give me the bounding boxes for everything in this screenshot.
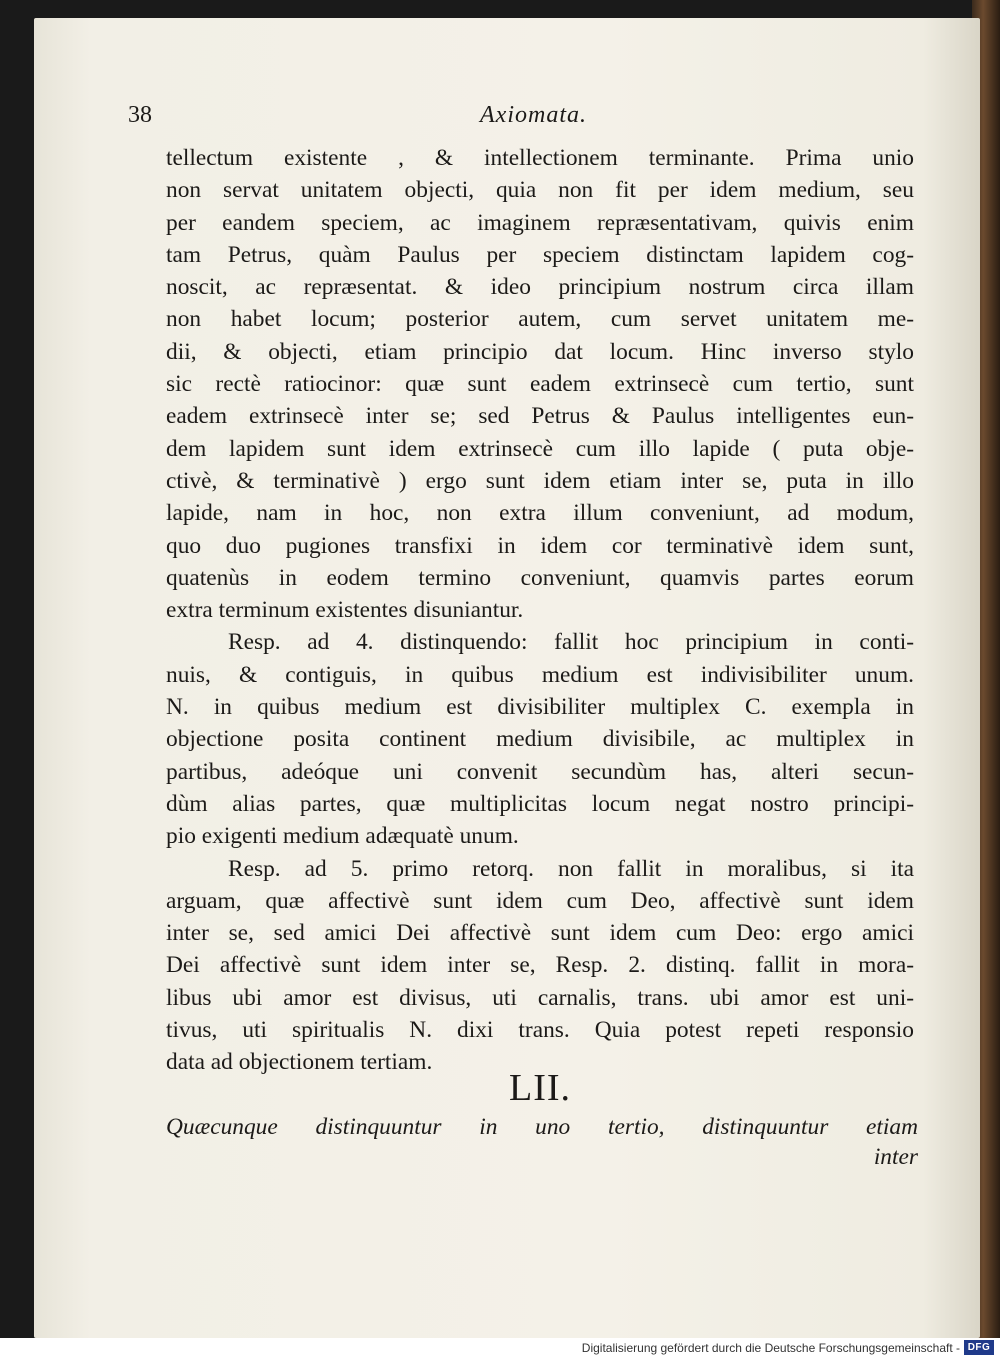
text-line: dii, & objecti, etiam principio dat locum. Hinc inverso stylo <box>166 338 914 365</box>
funding-credit: Digitalisierung gefördert durch die Deutsche Forschungsgemeinschaft - <box>581 1341 960 1355</box>
text-line: dùm alias partes, quæ multiplicitas locum negat nostro principi- <box>166 790 914 817</box>
text-line: Dei affectivè sunt idem inter se, Resp. 2. distinq. fallit in mora- <box>166 952 914 979</box>
running-title: Axiomata. <box>480 102 587 128</box>
page-number: 38 <box>128 102 152 128</box>
text-line: nuis, & contiguis, in quibus medium est indivisibiliter unum. <box>166 661 914 688</box>
text-line: eadem extrinsecè inter se; sed Petrus & Paulus intelligentes eun- <box>166 403 914 430</box>
text-line: lapide, nam in hoc, non extra illum conveniunt, ad modum, <box>166 500 914 527</box>
text-line: arguam, quæ affectivè sunt idem cum Deo, affectivè sunt idem <box>166 887 914 914</box>
text-line: tivus, uti spiritualis N. dixi trans. Quia potest repeti responsio <box>166 1017 914 1044</box>
text-line: tam Petrus, quàm Paulus per speciem distinctam lapidem cog- <box>166 241 914 268</box>
text-line: libus ubi amor est divisus, uti carnalis, trans. ubi amor est uni- <box>166 984 914 1011</box>
digitization-footer <box>0 1338 1000 1359</box>
page-header <box>128 96 608 130</box>
text-line: per eandem speciem, ac imaginem repræsentativam, quivis enim <box>166 209 914 236</box>
dfg-logo-icon: DFG <box>964 1340 994 1355</box>
text-line: inter se, sed amici Dei affectivè sunt idem cum Deo: ergo amici <box>166 920 914 947</box>
text-line: Resp. ad 5. primo retorq. non fallit in moralibus, si ita <box>228 855 914 882</box>
text-line: Resp. ad 4. distinquendo: fallit hoc principium in conti- <box>228 629 914 656</box>
text-line: partibus, adeóque uni convenit secundùm has, alteri secun- <box>166 758 914 785</box>
text-line: objectione posita continent medium divisibile, ac multiplex in <box>166 726 914 753</box>
text-line: N. in quibus medium est divisibiliter multiplex C. exempla in <box>166 694 914 721</box>
text-line: non servat unitatem objecti, quia non fit per idem medium, seu <box>166 177 914 204</box>
text-line: extra terminum existentes disuniantur. <box>166 597 524 624</box>
text-line: ctivè, & terminativè ) ergo sunt idem etiam inter se, puta in illo <box>166 467 914 494</box>
section-heading: LII. <box>508 1067 572 1109</box>
text-line: non habet locum; posterior autem, cum servet unitatem me- <box>166 306 914 333</box>
text-line: dem lapidem sunt idem extrinsecè cum illo lapide ( puta obje- <box>166 435 914 462</box>
body-text <box>166 142 914 1079</box>
text-line: quo duo pugiones transfixi in idem cor terminativè idem sunt, <box>166 532 914 559</box>
text-line: noscit, ac repræsentat. & ideo principium nostrum circa illam <box>166 274 914 301</box>
text-line: data ad objectionem tertiam. <box>166 1049 433 1076</box>
text-line: tellectum existente , & intellectionem terminante. Prima unio <box>166 145 914 171</box>
text-line: pio exigenti medium adæquatè unum. <box>166 823 519 850</box>
text-line: sic rectè ratiocinor: quæ sunt eadem extrinsecè cum tertio, sunt <box>166 371 914 398</box>
text-line: quatenùs in eodem termino conveniunt, quamvis partes eorum <box>166 564 914 591</box>
catchword: inter <box>873 1144 918 1170</box>
axiom-statement <box>166 1112 918 1172</box>
axiom-line: Quæcunque distinquuntur in uno tertio, distinquuntur etiam <box>166 1114 918 1140</box>
